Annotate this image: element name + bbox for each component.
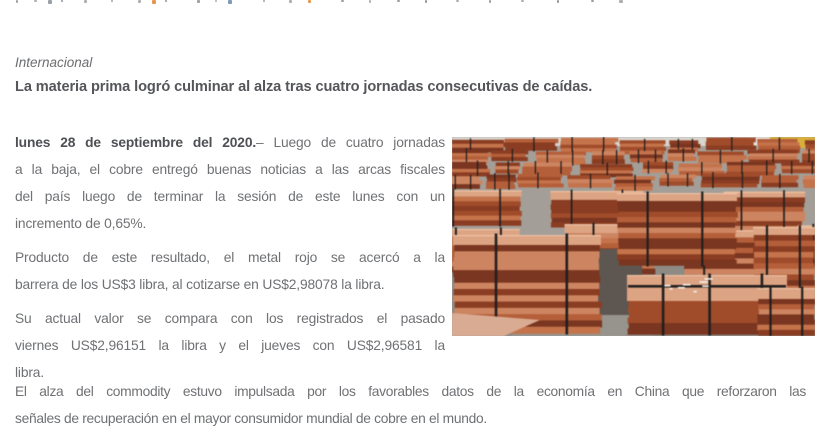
paragraph-2 xyxy=(15,244,445,298)
lead-line-2: a la baja, el cobre entregó buenas noticias a las arcas fiscales xyxy=(15,162,445,177)
lead-line-4: incremento de 0,65%. xyxy=(15,216,147,231)
paragraph-3 xyxy=(15,305,445,386)
lead-line-3: del país luego de terminar la sesión de este lunes con un xyxy=(15,189,445,204)
text-fragment xyxy=(197,0,200,3)
article-date-bold: lunes 28 de septiembre del 2020. xyxy=(15,135,257,150)
copper-cathodes-image xyxy=(452,137,815,336)
lead-paragraph xyxy=(15,129,445,237)
lead-line-1-rest: – Luego de cuatro jornadas xyxy=(256,135,445,150)
article-body-column xyxy=(15,129,445,393)
p4-line-1: El alza del commodity estuvo impulsada por los favorables datos de la economía en China que reforzaron las xyxy=(15,384,806,399)
text-fragment xyxy=(228,0,232,4)
p2-line-2: barrera de los US$3 libra, al cotizarse en US$2,98078 la libra. xyxy=(15,277,385,292)
text-fragment xyxy=(34,0,37,2)
text-fragment xyxy=(425,0,427,3)
p3-line-2: viernes US$2,96151 la libra y el jueves con US$2,96581 la xyxy=(15,338,445,353)
text-fragment xyxy=(215,0,217,2)
text-fragment xyxy=(48,0,52,4)
text-fragment xyxy=(369,0,371,3)
p3-line-1: Su actual valor se compara con los registrados el pasado xyxy=(15,311,445,326)
closing-paragraph xyxy=(15,378,806,432)
p4-line-2: señales de recuperación en el mayor consumidor mundial de cobre en el mundo. xyxy=(15,411,487,426)
article-headline: La materia prima logró culminar al alza tras cuatro jornadas consecutivas de caídas. xyxy=(15,79,593,95)
cropped-text-remnants xyxy=(0,0,821,5)
text-fragment xyxy=(289,0,292,3)
text-fragment xyxy=(84,0,87,3)
p2-line-1: Producto de este resultado, el metal rojo se acercó a la xyxy=(15,250,445,265)
text-fragment xyxy=(263,0,265,2)
p3-line-3: libra. xyxy=(15,365,45,380)
text-fragment xyxy=(619,0,623,3)
text-fragment xyxy=(61,0,63,2)
text-fragment xyxy=(341,0,344,2)
text-fragment xyxy=(591,0,594,2)
text-fragment xyxy=(521,0,524,2)
text-fragment xyxy=(397,0,400,2)
category-label: Internacional xyxy=(15,55,93,70)
text-fragment xyxy=(308,0,311,3)
article-photo xyxy=(452,137,815,336)
text-fragment xyxy=(489,0,491,3)
text-fragment xyxy=(165,0,167,2)
text-fragment xyxy=(16,0,18,3)
text-fragment xyxy=(152,0,156,4)
lead-line-1 xyxy=(15,129,445,156)
text-fragment xyxy=(138,0,141,3)
text-fragment xyxy=(557,0,559,3)
text-fragment xyxy=(111,0,113,2)
text-fragment xyxy=(456,0,459,2)
